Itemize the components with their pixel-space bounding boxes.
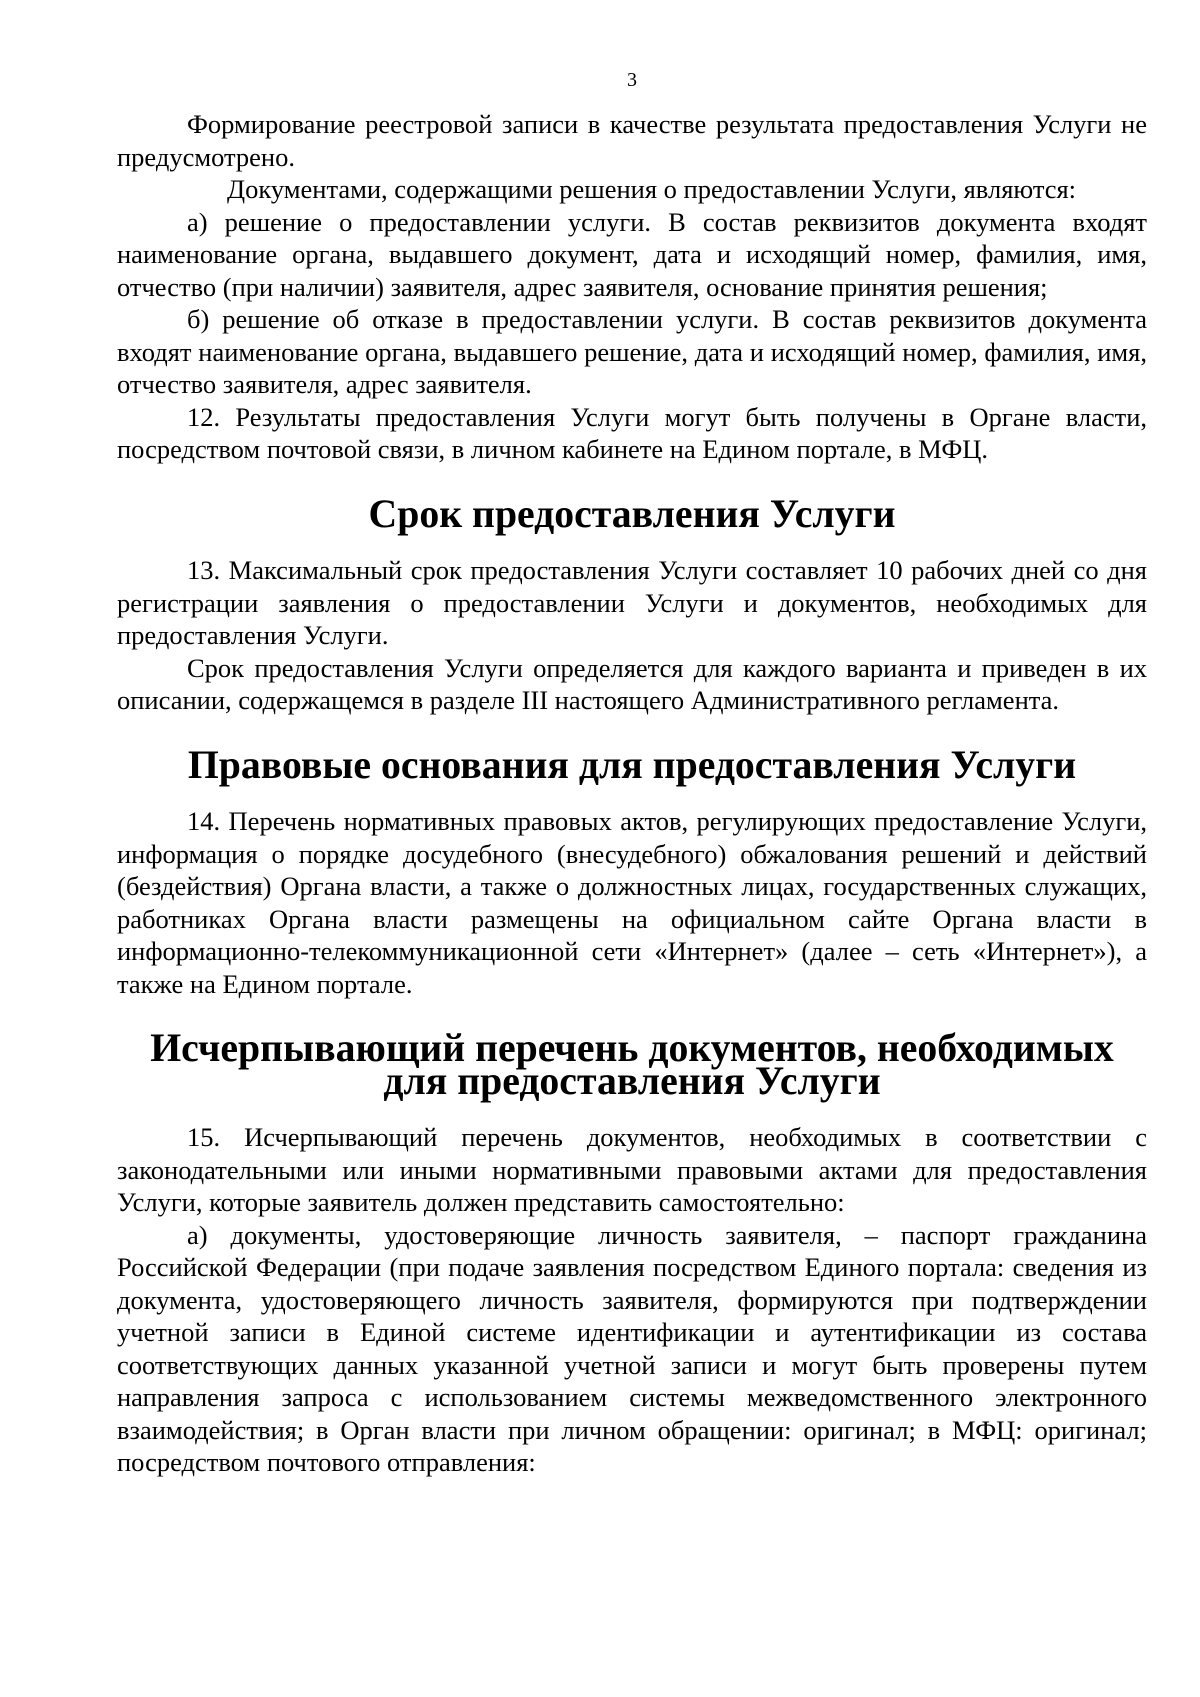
paragraph: Документами, содержащими решения о предоставлении Услуги, являются: [227, 174, 1077, 204]
paragraph: 12. Результаты предоставления Услуги могут быть получены в Органе власти, посредством почтовой связи, в личном кабинете на Едином портале, в МФЦ. [117, 401, 1147, 464]
paragraph: 14. Перечень нормативных правовых актов, регулирующих предоставление Услуги, информация о порядке досудебного (внесудебного) обжалования решений и действий (бездействия) Органа власти, а также о должностных лицах, государственных служащих, работниках Органа власти размещены на официальном сайте Органа власти в информационно-телекоммуникационной сети «Интернет» (далее – сеть «Интернет»), а также на Едином портале. [117, 806, 1147, 999]
paragraph: 13. Максимальный срок предоставления Услуги составляет 10 рабочих дней со дня регистрации заявления о предоставлении Услуги и документов, необходимых для предоставления Услуги. [117, 555, 1147, 650]
paragraph: а) решение о предоставлении услуги. В состав реквизитов документа входят наименование органа, выдавшего документ, дата и исходящий номер, фамилия, имя, отчество (при наличии) заявителя, адрес заявителя, основание принятия решения; [117, 206, 1147, 302]
paragraph: Формирование реестровой записи в качестве результата предоставления Услуги не предусмотрено. [117, 109, 1147, 172]
paragraph: б) решение об отказе в предоставлении услуги. В состав реквизитов документа входят наименование органа, выдавшего решение, дата и исходящий номер, фамилия, имя, отчество заявителя, адрес заявителя. [117, 304, 1147, 399]
section-heading-legal: Правовые основания для предоставления Услуги [187, 742, 1077, 787]
section-heading-term: Срок предоставления Услуги [368, 491, 896, 536]
paragraph: Срок предоставления Услуги определяется для каждого варианта и приведен в их описании, содержащемся в разделе III настоящего Административного регламента. [117, 652, 1147, 715]
paragraph: а) документы, удостоверяющие личность заявителя, – паспорт гражданина Российской Федерации (при подаче заявления посредством Единого портала: сведения из документа, удостоверяющего личность заявителя, формируются при подтверждении учетной записи в Единой системе идентификации и аутентификации из состава соответствующих данных указанной учетной записи и могут быть проверены путем направления запроса с использованием системы межведомственного электронного взаимодействия; в Орган власти при личном обращении: оригинал; в МФЦ: оригинал; посредством почтового отправления: [117, 1219, 1147, 1477]
paragraph: 15. Исчерпывающий перечень документов, необходимых в соответствии с законодательными или иными нормативными правовыми актами для предоставления Услуги, которые заявитель должен представить самостоятельно: [117, 1122, 1147, 1217]
page-number: 3 [627, 69, 637, 91]
section-heading-docs: Исчерпывающий перечень документов, необходимых для предоставления Услуги [150, 1026, 1114, 1103]
